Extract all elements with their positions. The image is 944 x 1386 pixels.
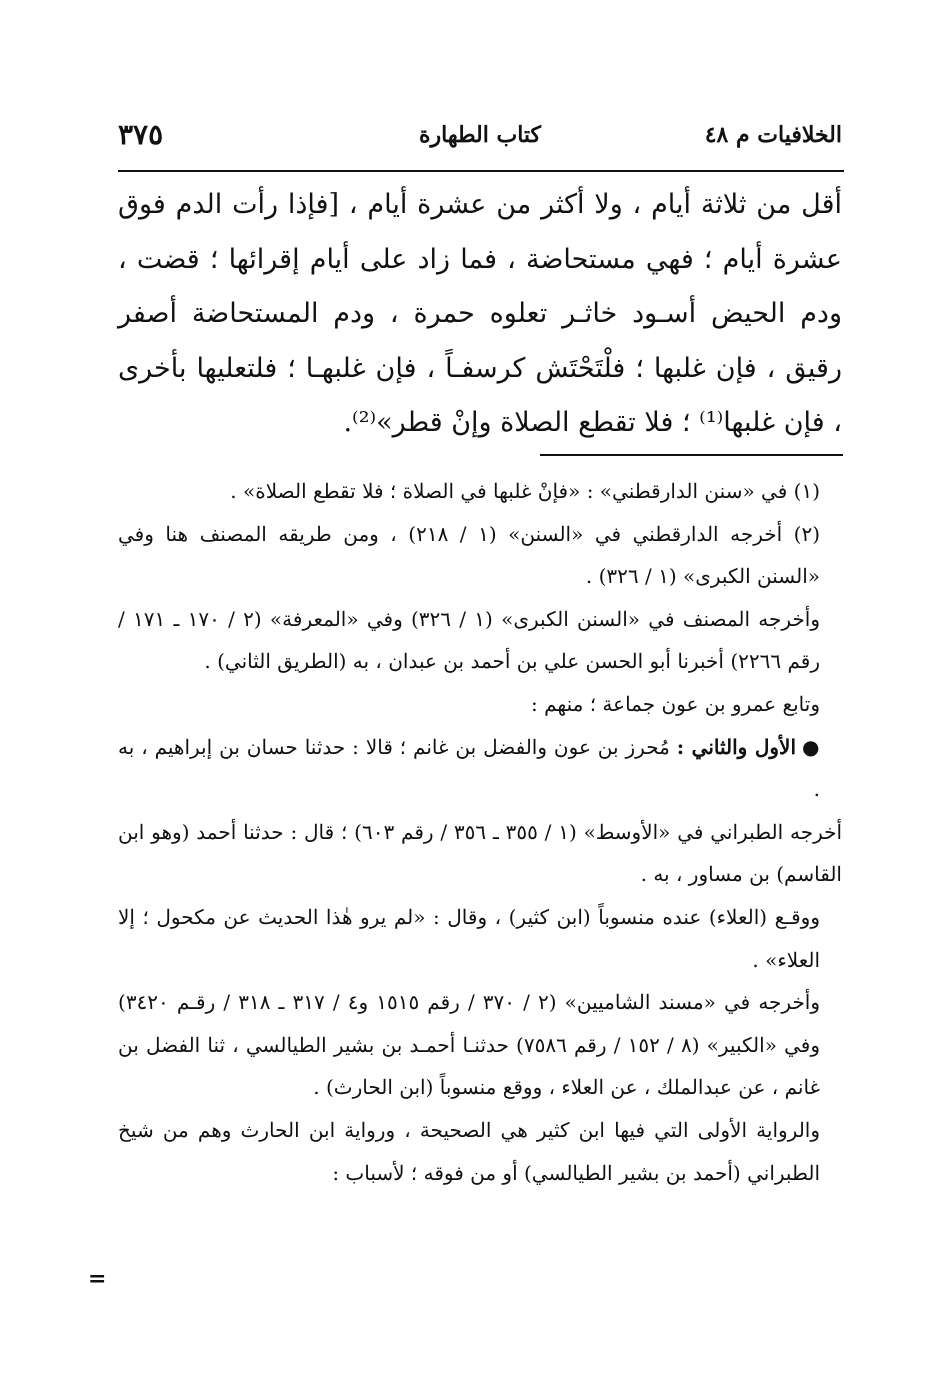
footnote-bullet-paragraph <box>118 726 842 811</box>
continuation-mark: = <box>88 1266 107 1292</box>
footnote-paragraph: وتابع عمرو بن عون جماعة ؛ منهم : <box>530 691 820 716</box>
header-rule <box>118 170 844 172</box>
footnote-paragraph: والرواية الأولى التي فيها ابن كثير هي الصحيحة ، ورواية ابن الحارث وهم من شيخ الطبراني (أحمد بن بشير الطيالسي) أو من فوقه ؛ لأسباب : <box>118 1117 820 1185</box>
main-body <box>118 178 842 451</box>
main-paragraph: أقل من ثلاثة أيام ، ولا أكثر من عشرة أيام ، [فإذا رأت الدم فوق عشرة أيام ؛ فهي مستحاضة ، فما زاد على أيام إقرائها ؛ قضت ، ودم الحيض أسـود خاثـر تعلوه حمرة ، ودم المستحاضة أصفر رقيق ، فإن غلبها ؛ فلْتَحْتَش كرسفـاً ، فإن غلبهـا ؛ فلتعليها بأخرى ، فإن غلبها⁽¹⁾ ؛ فلا تقطع الصلاة وإنْ قطر»⁽²⁾. <box>118 189 842 438</box>
footnote-paragraph: أخرجه الطبراني في «الأوسط» (١ / ٣٥٥ ـ ٣٥٦ / رقم ٦٠٣) ؛ قال : حدثنا أحمد (وهو ابن القاسم) بن مساور ، به . <box>118 819 843 887</box>
footnote-1: (١) في «سنن الدارقطني» : «فإنْ غلبها في الصلاة ؛ فلا تقطع الصلاة» . <box>230 479 820 503</box>
book-title: الخلافيات م ٤٨ <box>704 122 842 148</box>
bold-lead: الأول والثاني : <box>676 734 796 759</box>
bullet-text: مُحرز بن عون والفضل بن غانم ؛ قالا : حدثنا حسان بن إبراهيم ، به . <box>118 734 820 802</box>
footnote-paragraph: ووقـع (العلاء) عنده منسوباً (ابن كثير) ، وقال : «لم يرو هٰذا الحديث عن مكحول ؛ إلا العلاء» . <box>118 904 820 972</box>
bullet-icon: ● <box>802 734 821 759</box>
running-header <box>118 118 842 158</box>
footnote-separator <box>540 454 843 456</box>
page-number: ٣٧٥ <box>118 118 164 151</box>
footnote-paragraph: وأخرجه المصنف في «السنن الكبرى» (١ / ٣٢٦) وفي «المعرفة» (٢ / ١٧٠ ـ ١٧١ / رقم ٢٢٦٦) أخبرنا أبو الحسن علي بن أحمد بن عبدان ، به (الطريق الثاني) . <box>118 606 821 674</box>
footnote-2: (٢) أخرجه الدارقطني في «السنن» (١ / ٢١٨) ، ومن طريقه المصنف هنا وفي «السنن الكبرى» (١ / ٣٢٦) . <box>118 521 821 589</box>
chapter-title: كتاب الطهارة <box>418 122 542 148</box>
footnotes <box>118 470 842 1194</box>
footnote-paragraph: وأخرجه في «مسند الشاميين» (٢ / ٣٧٠ / رقم ١٥١٥ و٤ / ٣١٧ ـ ٣١٨ / رقـم ٣٤٢٠) وفي «الكبير» (٨ / ١٥٢ / رقم ٧٥٨٦) حدثنـا أحمـد بن بشير الطيالسي ، ثنا الفضل بن غانم ، عن عبدالملك ، عن العلاء ، ووقع منسوباً (ابن الحارث) . <box>118 990 821 1100</box>
